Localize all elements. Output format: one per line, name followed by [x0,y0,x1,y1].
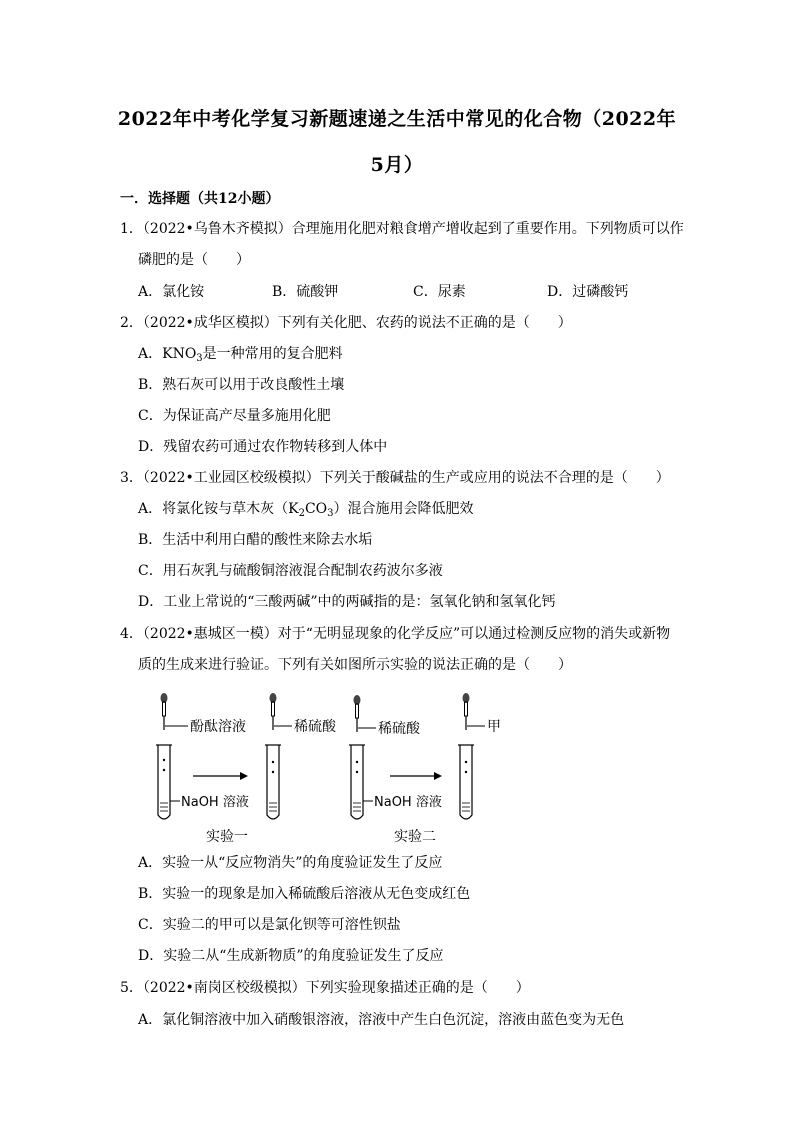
q5-option-a: A．氯化铜溶液中加入硝酸银溶液，溶液中产生白色沉淀，溶液由蓝色变为无色 [138,1012,625,1028]
q1-option-b: B．硫酸钾 [272,284,339,300]
arrow-right-icon [193,772,248,780]
arrow-right-icon [390,772,442,780]
q2-option-a-text: 是一种常用的复合肥料 [202,346,343,362]
q3-option-c: C．用石灰乳与硫酸铜溶液混合配制农药波尔多液 [138,563,443,579]
test-tube-icon [265,745,281,819]
q3-option-a-formula: CO [304,501,328,517]
dropper-icon [161,693,168,730]
q3-option-a-text-2: ）混合施用会降低肥效 [333,501,474,517]
q2-option-a [138,343,343,364]
q2-option-d: D．残留农药可通过农作物转移到人体中 [138,439,388,455]
question-number: 3． [120,470,143,486]
q4-option-b: B．实验一的现象是加入稀硫酸后溶液从无色变成红色 [138,886,471,902]
q4-option-d: D．实验二从“生成新物质”的角度验证发生了反应 [138,948,444,964]
q3-option-b: B．生活中利用白醋的酸性来除去水垢 [138,532,373,548]
section-heading: 一．选择题（共12小题） [120,191,280,207]
question-text: （2022•乌鲁木齐模拟）合理施用化肥对粮食增产增收起到了重要作用。下列物质可以作 [142,221,684,237]
question-number: 5． [120,980,143,996]
test-tube-icon [349,745,365,819]
tube-1-label: NaOH 溶液 [181,795,249,810]
q2-option-b: B．熟石灰可以用于改良酸性土壤 [138,377,345,393]
q3-option-a-subscript-2: 3 [327,508,334,519]
q2-option-a-subscript: 3 [196,353,203,364]
dropper-icon [463,693,470,730]
q1-option-c: C．尿素 [413,284,466,300]
q3-option-a-subscript-1: 2 [298,508,305,519]
test-tube-icon [156,745,172,819]
question-4-stem-cont: 质的生成来进行验证。下列有关如图所示实验的说法正确的是（ ） [138,657,572,673]
dropper-3-label: 稀硫酸 [378,721,420,737]
experiment-figure [140,690,520,845]
tube-2-label: NaOH 溶液 [374,795,442,810]
question-number: 2． [120,315,143,331]
q2-option-a-formula: A．KNO [138,346,197,362]
q3-option-d: D．工业上常说的“三酸两碱”中的两碱指的是：氢氧化钠和氢氧化钙 [138,594,556,610]
figure-caption-2: 实验二 [394,829,436,845]
question-3-stem [120,467,670,487]
q3-option-a [138,498,474,519]
question-4-stem [120,623,670,643]
question-text: （2022•惠城区一模）对于“无明显现象的化学反应”可以通过检测反应物的消失或新物 [142,626,671,642]
q1-option-a: A．氯化铵 [138,284,205,300]
question-text: （2022•工业园区校级模拟）下列关于酸碱盐的生产或应用的说法不合理的是（ ） [142,470,670,486]
question-text: （2022•成华区模拟）下列有关化肥、农药的说法不正确的是（ ） [142,315,572,331]
test-tube-icon [458,745,474,819]
figure-caption-1: 实验一 [206,829,248,845]
dropper-2-label: 稀硫酸 [294,719,336,735]
dropper-4-label: 甲 [487,719,501,735]
page-title-line-2: 5月） [370,154,424,176]
question-text: （2022•南岗区校级模拟）下列实验现象描述正确的是（ ） [142,980,530,996]
question-1-stem-cont: 磷肥的是（ ） [138,252,250,268]
dropper-icon [354,695,361,732]
question-2-stem [120,312,572,332]
q2-option-c: C．为保证高产尽量多施用化肥 [138,408,331,424]
question-number: 4． [120,626,143,642]
q3-option-a-text-1: A．将氯化铵与草木灰（K [138,501,299,517]
question-5-stem [120,977,530,997]
q1-option-d: D．过磷酸钙 [547,284,629,300]
question-number: 1． [120,221,143,237]
dropper-icon [270,693,277,730]
q4-option-c: C．实验二的甲可以是氯化钡等可溶性钡盐 [138,917,401,933]
question-1-stem [120,218,684,238]
q4-option-a: A．实验一从“反应物消失”的角度验证发生了反应 [138,855,443,871]
dropper-1-label: 酚酞溶液 [190,719,246,735]
page-title-line-1: 2022年中考化学复习新题速递之生活中常见的化合物（2022年 [117,108,677,130]
